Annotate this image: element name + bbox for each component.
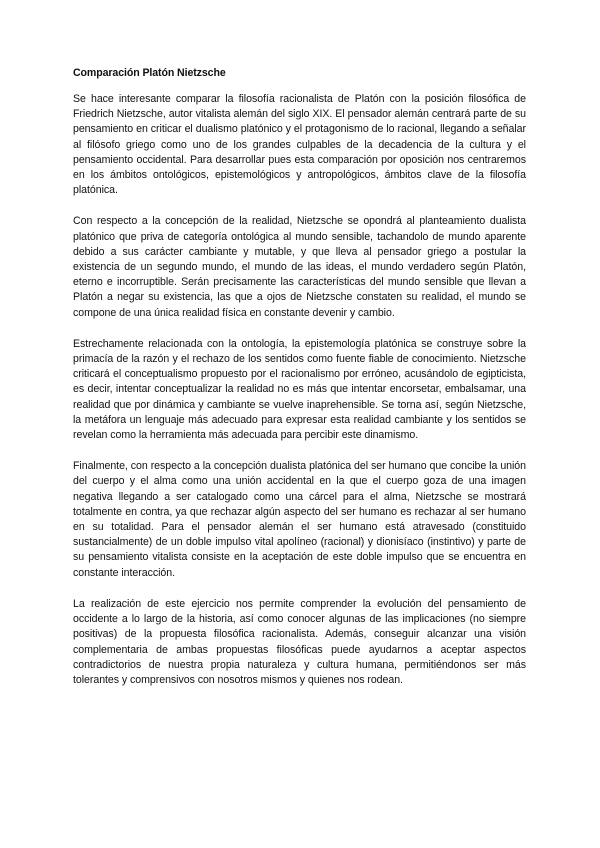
paragraph-ontology: Con respecto a la concepción de la realidad, Nietzsche se opondrá al planteamiento dualista platónico que priva de categoría ontológica al mundo sensible, tachandolo de mundo aparente debido a sus carácter cambiante y mutable, y que lleva al pensador griego a postular la existencia de un segundo mundo, el mundo de las ideas, el mundo verdadero según Platón, eterno e incorruptible. Serán precisamente las características del mundo sensible que llevan a Platón a negar su existencia, las que a ojos de Nietzsche constaten su realidad, el mundo se compone de una única realidad física en constante devenir y cambio. bbox=[73, 215, 526, 319]
paragraph-epistemology: Estrechamente relacionada con la ontología, la epistemología platónica se construye sobre la primacía de la razón y el rechazo de los sentidos como fuente fiable de conocimiento. Nietzsche criticará el conceptualismo propuesto por el racionalismo por erróneo, acusándolo de egipticista, es decir, intentar conceptualizar la realidad no es más que intentar encorsetar, embalsamar, una realidad que por dinámica y cambiante se vuelve inaprehensible. Se torna así, según Nietzsche, la metáfora un lenguaje más adecuado para expresar esta realidad cambiante y los sentidos se revelan como la herramienta más adecuada para percibir este dinamismo. bbox=[73, 337, 526, 442]
document-title: Comparación Platón Nietzsche bbox=[73, 67, 226, 79]
paragraph-anthropology: Finalmente, con respecto a la concepción dualista platónica del ser humano que concibe la unión del cuerpo y el alma como una unión accidental en la que el cuerpo goza de una imagen negativa llegando a ser catalogado como una cárcel para el alma, Nietzsche se mostrará totalmente en contra, ya que rechazar algún aspecto del ser humano es rechazar al ser humano en su totalidad. Para el pensador alemán el ser humano está atravesado (constituido sustancialmente) de un doble impulso vital apolíneo (racional) y dionisíaco (instintivo) y parte de su pensamiento vitalista consiste en la aceptación de este doble impulso que se encuentra en constante interacción. bbox=[73, 460, 526, 579]
document-page bbox=[73, 66, 526, 704]
paragraph-introduction: Se hace interesante comparar la filosofía racionalista de Platón con la posición filosófica de Friedrich Nietzsche, autor vitalista alemán del siglo XIX. El pensador alemán centrará parte de su pensamiento en criticar el dualismo platónico y el protagonismo de lo racional, llegando a señalar al filósofo griego como uno de los grandes culpables de la decadencia de la cultura y el pensamiento occidental. Para desarrollar pues esta comparación por oposición nos centraremos en los ámbitos ontológicos, epistemológicos y antropológicos, ámbitos clave de la filosofía platónica. bbox=[73, 93, 526, 197]
paragraph-conclusion: La realización de este ejercicio nos permite comprender la evolución del pensamiento de occidente a lo largo de la historia, así como conocer algunas de las implicaciones (no siempre positivas) de la propuesta filosófica racionalista. Además, conseguir alcanzar una visión complementaria de ambas propuestas filosóficas puede ayudarnos a aceptar aspectos contradictorios de nuestra propia naturaleza y cultura humana, permitiéndonos ser más tolerantes y comprensivos con nosotros mismos y quienes nos rodean. bbox=[73, 597, 526, 686]
